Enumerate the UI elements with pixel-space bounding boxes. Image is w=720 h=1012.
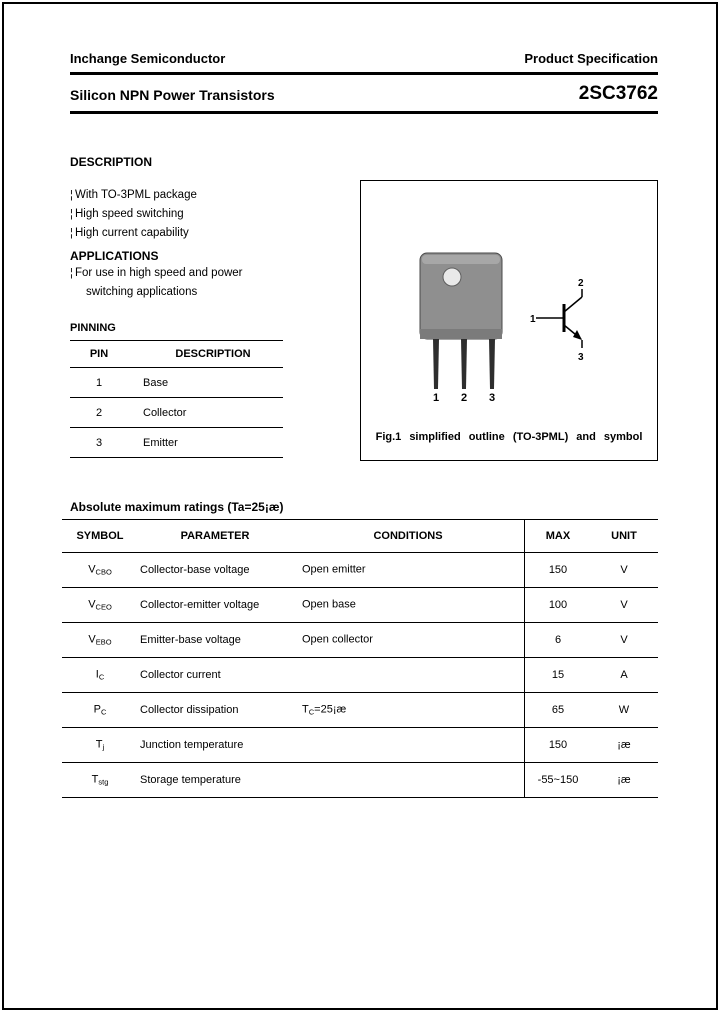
pin-number: 1 [95,376,103,389]
parameter-cell: Junction temperature [140,739,244,751]
description-item-text: With TO-3PML package [75,189,197,201]
symbol-cell: $P_C$ [93,703,107,717]
max-cell: -55~150 [537,774,579,786]
symbol-cell: $V_{EBO}$ [88,633,112,647]
applications-heading: APPLICATIONS [70,249,159,263]
spec-label: Product Specification [524,51,658,66]
unit-cell: V [620,634,628,646]
part-number: 2SC3762 [578,83,658,104]
unit-cell: V [620,599,628,611]
applications-item [70,267,243,279]
pinning-header-row [70,341,283,368]
pin-description: Emitter [143,436,178,449]
table-row [62,588,658,623]
unit-cell: ¡æ [617,739,631,751]
table-row [62,693,658,728]
title-rule [70,111,658,114]
conditions-column-header: CONDITIONS [373,530,443,542]
table-row [70,398,283,428]
pin-description: Base [143,376,169,389]
company-name: Inchange Semiconductor [70,51,226,66]
pin-column-header: PIN [89,348,109,360]
ratings-heading: Absolute maximum ratings (Ta=25¡æ) [70,500,284,514]
max-cell: 150 [548,739,568,751]
description-column-header: DESCRIPTION [175,348,251,360]
description-heading: DESCRIPTION [70,155,153,169]
max-cell: 100 [548,599,568,611]
table-row [70,428,283,458]
pin-number: 2 [95,406,103,419]
unit-column-header: UNIT [611,530,637,542]
description-item [70,224,197,243]
pin-description: Collector [143,406,187,419]
table-row [70,368,283,398]
parameter-cell: Collector dissipation [140,704,239,716]
pinning-heading: PINNING [70,322,283,341]
max-cell: 65 [551,704,565,716]
symbol-cell: $T_{stg}$ [91,773,109,787]
conditions-cell: Open emitter [302,563,366,576]
conditions-cell: Open base [302,598,356,611]
figure-caption: Fig.1 simplified outline (TO-3PML) and symbol [375,431,643,443]
leg-label-2: 2 [460,392,468,403]
leg-label-3: 3 [488,392,496,403]
transistor-symbol-drawing [526,276,616,366]
description-item [70,205,197,224]
table-row [62,623,658,658]
max-cell: 150 [548,564,568,576]
table-row [62,553,658,588]
symbol-base-label: 1 [530,314,536,325]
unit-cell: W [618,704,630,716]
symbol-cell: $V_{CEO}$ [88,598,112,612]
ratings-header-row [62,520,658,553]
applications-item-continuation: switching applications [86,286,198,298]
parameter-cell: Collector-base voltage [140,564,250,576]
leg-label-1: 1 [432,392,440,403]
figure-box [360,180,658,461]
max-cell: 15 [551,669,565,681]
bullet-mark: ¦ [70,227,73,239]
max-column-header: MAX [545,530,571,542]
symbol-cell: $I_C$ [95,668,105,682]
parameter-cell: Storage temperature [140,774,241,786]
parameter-cell: Collector current [140,669,221,681]
conditions-cell: Open collector [302,633,373,646]
symbol-collector-label: 2 [578,278,584,289]
symbol-emitter-label: 3 [578,352,584,363]
applications-item-text: For use in high speed and power [75,267,243,279]
table-row [62,728,658,763]
symbol-cell: $V_{CBO}$ [88,563,112,577]
parameter-cell: Emitter-base voltage [140,634,241,646]
max-cell: 6 [554,634,562,646]
product-title: Silicon NPN Power Transistors [70,87,275,103]
transistor-package-drawing [402,251,527,403]
parameter-cell: Collector-emitter voltage [140,599,260,611]
symbol-cell: $T_j$ [95,738,105,752]
header-rule [70,72,658,75]
table-row [62,658,658,693]
bullet-mark: ¦ [70,208,73,220]
bullet-mark: ¦ [70,267,73,279]
bullet-mark: ¦ [70,189,73,201]
parameter-column-header: PARAMETER [180,530,250,542]
description-item-text: High current capability [75,227,189,239]
description-item [70,186,197,205]
conditions-cell: $T_C=25¡æ$ [302,703,347,717]
pinning-table [70,322,283,458]
unit-cell: ¡æ [617,774,631,786]
symbol-column-header: SYMBOL [76,530,124,542]
unit-cell: A [620,669,628,681]
ratings-table [62,519,658,798]
description-list [70,186,197,243]
table-row [62,763,658,798]
description-item-text: High speed switching [75,208,184,220]
unit-cell: V [620,564,628,576]
pin-number: 3 [95,436,103,449]
